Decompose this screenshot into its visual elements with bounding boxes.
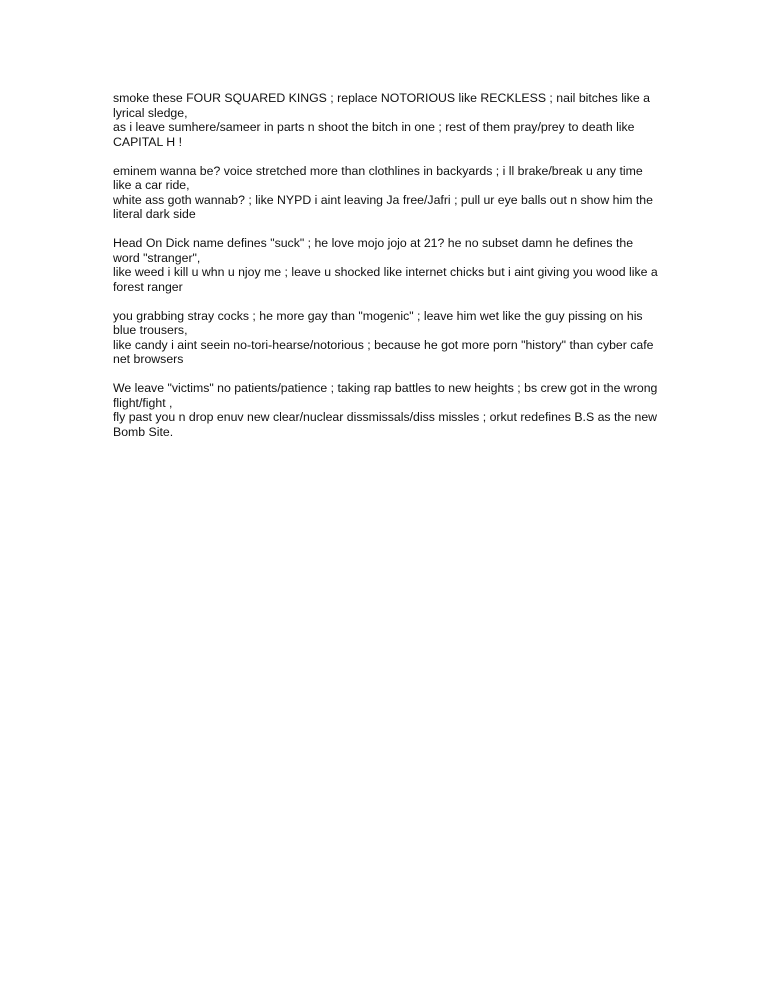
stanza-4: [113, 309, 661, 367]
text-line: Head On Dick name defines "suck" ; he love mojo jojo at 21? he no subset damn he defines the word "stranger",: [113, 236, 634, 265]
text-line: We leave "victims" no patients/patience ; taking rap battles to new heights ; bs crew got in the wrong flight/fight ,: [113, 381, 658, 410]
text-line: white ass goth wannab? ; like NYPD i aint leaving Ja free/Jafri ; pull ur eye balls out n show him the literal dark side: [113, 192, 653, 221]
text-line: smoke these FOUR SQUARED KINGS ; replace NOTORIOUS like RECKLESS ; nail bitches like a lyrical sledge,: [113, 91, 650, 120]
text-line: eminem wanna be? voice stretched more than clothlines in backyards ; i ll brake/break u any time like a car ride,: [113, 163, 643, 192]
stanza-1: [113, 91, 661, 149]
text-line: you grabbing stray cocks ; he more gay than "mogenic" ; leave him wet like the guy pissing on his blue trousers,: [113, 308, 643, 337]
text-line: like candy i aint seein no-tori-hearse/notorious ; because he got more porn "history" than cyber cafe net browsers: [113, 337, 654, 366]
text-line: like weed i kill u whn u njoy me ; leave u shocked like internet chicks but i aint giving you wood like a forest ranger: [113, 265, 658, 294]
stanza-5: [113, 381, 661, 439]
text-line: as i leave sumhere/sameer in parts n shoot the bitch in one ; rest of them pray/prey to death like CAPITAL H !: [113, 120, 635, 149]
stanza-2: [113, 164, 661, 222]
text-line: fly past you n drop enuv new clear/nuclear dissmissals/diss missles ; orkut redefines B.S as the new Bomb Site.: [113, 410, 658, 439]
stanza-3: [113, 236, 661, 294]
document-body: [113, 91, 661, 454]
